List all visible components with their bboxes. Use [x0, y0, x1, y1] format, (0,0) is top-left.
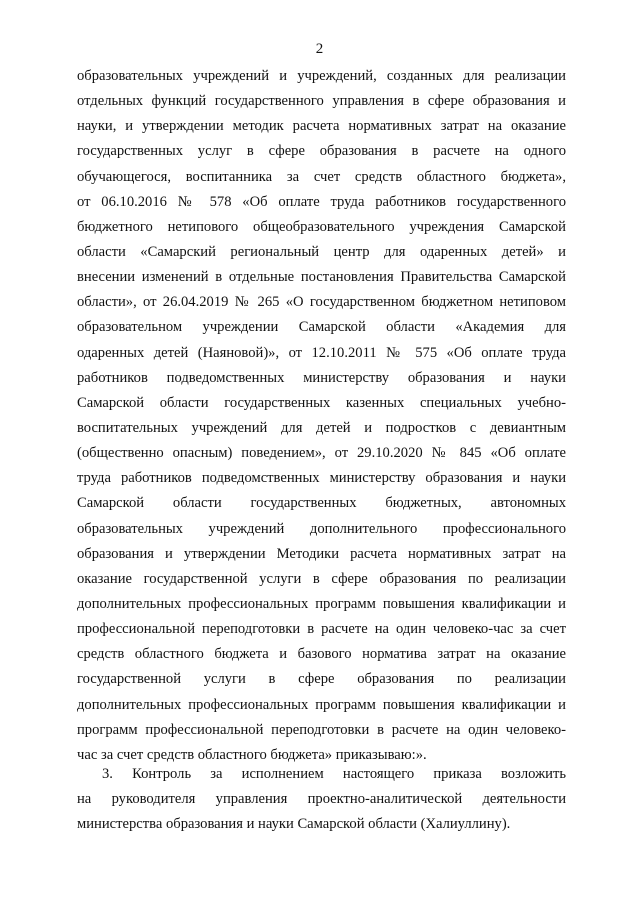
- text-line: программ профессиональной переподготовки в расчете на один человеко-: [77, 721, 566, 738]
- text-line: обучающегося, воспитанника за счет средств областного бюджета»,: [77, 168, 566, 185]
- text-line: средств областного бюджета и базового норматива затрат на оказание: [77, 646, 566, 663]
- text-line: профессиональной переподготовки в расчете на один человеко-час за счет: [77, 621, 566, 638]
- text-line: отдельных функций государственного управления в сфере образования и: [77, 93, 566, 110]
- page-number: 2: [315, 41, 324, 57]
- paragraph-continuation: [77, 64, 566, 768]
- paragraph-item-3: [77, 762, 566, 837]
- text-line: час за счет средств областного бюджета» приказываю:».: [77, 746, 427, 763]
- text-line: дополнительных профессиональных программ повышения квалификации и: [77, 696, 566, 713]
- text-line: области», от 26.04.2019 № 265 «О государственном бюджетном нетиповом: [77, 294, 566, 311]
- text-line: государственной услуги в сфере образования по реализации: [77, 671, 566, 688]
- text-line: образовательном учреждении Самарской области «Академия для: [77, 319, 566, 336]
- text-line: образовательных учреждений дополнительного профессионального: [77, 520, 566, 537]
- text-line: Самарской области государственных бюджетных, автономных: [77, 495, 566, 512]
- text-line: труда работников подведомственных министерству образования и науки: [77, 470, 566, 487]
- text-line: области «Самарский региональный центр для одаренных детей» и: [77, 243, 566, 260]
- text-line: бюджетного нетипового общеобразовательного учреждения Самарской: [77, 218, 566, 235]
- text-line: министерства образования и науки Самарской области (Халиуллину).: [77, 816, 511, 833]
- text-line: государственных услуг в сфере образования в расчете на одного: [77, 143, 566, 160]
- text-line: работников подведомственных министерству образования и науки: [77, 369, 566, 386]
- text-line: 3. Контроль за исполнением настоящего приказа возложить: [102, 766, 566, 782]
- text-line: оказание государственной услуги в сфере образования по реализации: [77, 570, 566, 587]
- text-line: образования и утверждении Методики расчета нормативных затрат на: [77, 545, 566, 562]
- text-line: образовательных учреждений и учреждений, созданных для реализации: [77, 68, 566, 84]
- text-line: одаренных детей (Наяновой)», от 12.10.2011 № 575 «Об оплате труда: [77, 344, 566, 361]
- text-line: воспитательных учреждений для детей и подростков с девиантным: [77, 419, 566, 436]
- text-line: на руководителя управления проектно-аналитической деятельности: [77, 791, 566, 808]
- text-line: внесении изменений в отдельные постановления Правительства Самарской: [77, 269, 566, 286]
- text-line: от 06.10.2016 № 578 «Об оплате труда работников государственного: [77, 193, 566, 210]
- text-line: Самарской области государственных казенных специальных учебно-: [77, 394, 566, 411]
- text-line: науки, и утверждении методик расчета нормативных затрат на оказание: [77, 118, 566, 135]
- text-line: дополнительных профессиональных программ повышения квалификации и: [77, 595, 566, 612]
- text-line: (общественно опасным) поведением», от 29.10.2020 № 845 «Об оплате: [77, 445, 566, 462]
